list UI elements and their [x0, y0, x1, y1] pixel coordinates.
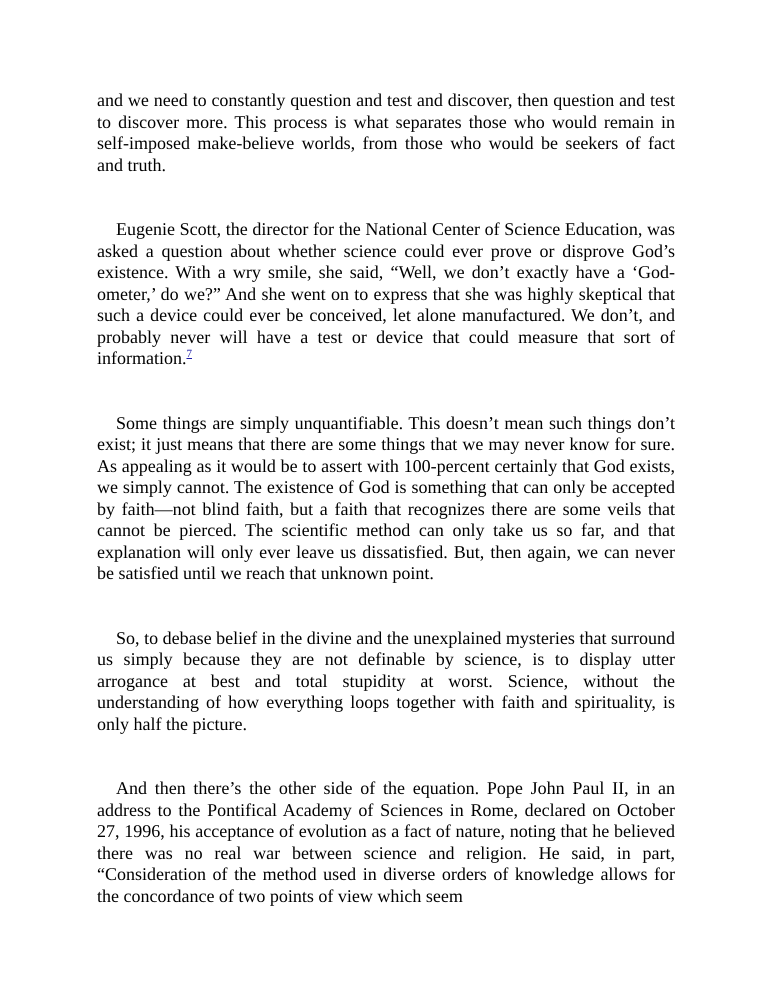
paragraph-unquantifiable: Some things are simply unquantifiable. This doesn’t mean such things don’t exist; it just means that there are some things that we may never know for sure. As appealing as it would be to assert with 100-percent certainly that God exists, we simply cannot. The existence of God is something that can only be accepted by faith—not blind faith, but a faith that recognizes there are some veils that cannot be pierced. The scientific method can only take us so far, and that explanation will only ever leave us dissatisfied. But, then again, we can never be satisfied until we reach that unknown point.	[97, 412, 675, 583]
footnote-link[interactable]: 7	[186, 348, 192, 360]
paragraph-eugenie-scott	[97, 219, 675, 370]
paragraph-text: Eugenie Scott, the director for the National Center of Science Education, was asked a question about whether science could ever prove or disprove God’s existence. With a wry smile, she said, “Well, we don’t exactly have a ‘God-ometer,’ do we?” And she went on to express that she was highly skeptical that such a device could ever be conceived, let alone manufactured. We don’t, and probably never will have a test or device that could measure that sort of information.	[97, 219, 675, 368]
paragraph-pope-john-paul: And then there’s the other side of the equation. Pope John Paul II, in an address to the Pontifical Academy of Sciences in Rome, declared on October 27, 1996, his acceptance of evolution as a fact of nature, noting that he believed there was no real war between science and religion. He said, in part, “Consideration of the method used in diverse orders of knowledge allows for the concordance of two points of view which seem	[97, 778, 675, 906]
paragraph-debase-belief: So, to debase belief in the divine and the unexplained mysteries that surround us simply because they are not definable by science, is to display utter arrogance at best and total stupidity at worst. Science, without the understanding of how everything loops together with faith and spirituality, is only half the picture.	[97, 627, 675, 734]
paragraph-continuation: and we need to constantly question and test and discover, then question and test to discover more. This process is what separates those who would remain in self-imposed make-believe worlds, from those who would be seekers of fact and truth.	[97, 90, 675, 175]
page-body	[97, 90, 675, 907]
